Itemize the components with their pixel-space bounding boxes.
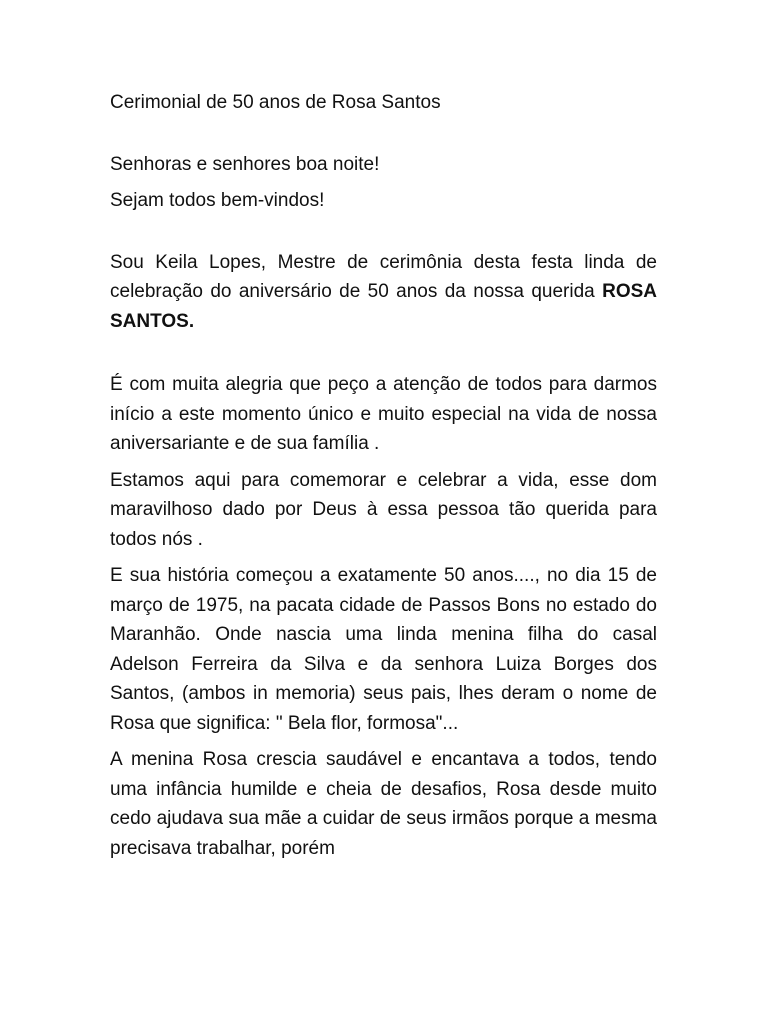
greeting-line-2: Sejam todos bem-vindos!	[110, 190, 325, 211]
paragraph-1: É com muita alegria que peço a atenção de todos para darmos início a este momento único e muito especial na vida de nossa aniversariante e de sua família .	[110, 374, 657, 454]
paragraph-4: A menina Rosa crescia saudável e encantava a todos, tendo uma infância humilde e cheia de desafios, Rosa desde muito cedo ajudava sua mãe a cuidar de seus irmãos porque a mesma precisava trabalhar, porém	[110, 749, 657, 859]
honoree-name: ROSA SANTOS.	[110, 281, 657, 332]
document-title: Cerimonial de 50 anos de Rosa Santos	[110, 92, 441, 113]
intro-paragraph	[110, 248, 657, 337]
paragraph-2: Estamos aqui para comemorar e celebrar a vida, esse dom maravilhoso dado por Deus à essa pessoa tão querida para todos nós .	[110, 469, 657, 550]
intro-text: Sou Keila Lopes, Mestre de cerimônia desta festa linda de celebração do aniversário de 50 anos da nossa querida	[110, 251, 657, 302]
greeting-line-1: Senhoras e senhores boa noite!	[110, 153, 380, 175]
paragraph-3: E sua história começou a exatamente 50 anos...., no dia 15 de março de 1975, na pacata cidade de Passos Bons no estado do Maranhão. Onde nascia uma linda menina filha do casal Adelson Ferreira da Silva e da senhora Luiza Borges dos Santos, (ambos in memoria) seus pais, lhes deram o nome de Rosa que significa: " Bela flor, formosa"...	[110, 565, 657, 734]
document-page	[110, 88, 657, 863]
